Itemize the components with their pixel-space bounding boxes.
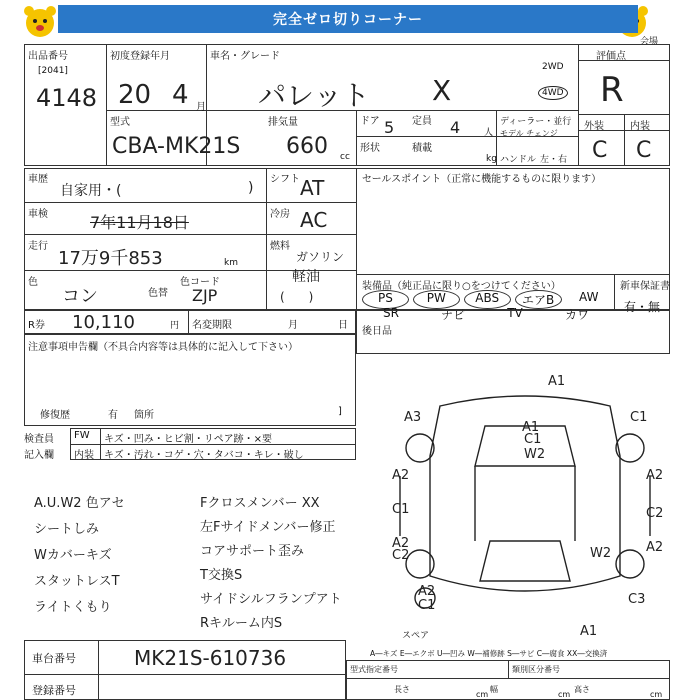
displacement-value: 660 xyxy=(286,134,328,159)
damage-mark: A2 xyxy=(392,536,410,551)
displacement-unit: cc xyxy=(340,152,350,162)
recycle-unit: 円 xyxy=(170,321,180,331)
note-line: スタットレスT xyxy=(34,574,120,589)
mileage-unit: km xyxy=(224,258,238,268)
shift-value: AT xyxy=(300,176,325,200)
recycle-label: R券 xyxy=(28,320,45,331)
interior-grade: C xyxy=(636,138,652,163)
notes-left-list xyxy=(34,492,125,622)
capacity-value: 4 xyxy=(450,118,461,137)
note-line: T交換S xyxy=(200,568,243,583)
first-reg-year: 20 xyxy=(118,80,152,110)
history-value: 自家用・( xyxy=(60,183,122,199)
handle-label: ハンドル xyxy=(500,155,537,165)
name-expiry-day: 日 xyxy=(338,320,348,331)
damage-mark: W2 xyxy=(590,546,612,561)
shape-label: 形状 xyxy=(360,143,380,154)
damage-mark: C1 W2 xyxy=(524,432,546,462)
sales-point-label: セールスポイント（正常に機能するものに限ります） xyxy=(362,174,602,185)
shift-label: シフト xyxy=(270,174,300,185)
equipment-item: SR xyxy=(383,306,399,320)
note-line: コアサポート歪み xyxy=(200,544,305,559)
damage-mark: A2 xyxy=(418,584,436,599)
damage-mark: C1 xyxy=(418,598,436,613)
inspection-label: 車検 xyxy=(28,209,48,220)
load-unit: kg xyxy=(486,154,497,164)
damage-mark: C2 xyxy=(392,548,410,563)
equipment-item: TV xyxy=(507,306,523,320)
notes-header: 注意事項申告欄（不具合内容等は具体的に記入して下さい） xyxy=(28,342,298,353)
model-label: 型式 xyxy=(110,117,130,128)
dealer-label: ディーラー・並行 xyxy=(500,117,572,127)
later-docs-box xyxy=(356,310,670,354)
notes-right-list xyxy=(200,492,342,636)
drive-4wd: 4WD xyxy=(538,86,568,100)
first-reg-month-unit: 月 xyxy=(196,102,206,113)
damage-mark: A2 xyxy=(646,540,664,555)
capacity-unit: 人 xyxy=(484,128,494,138)
reg-number-label: 登録番号 xyxy=(32,684,76,697)
model-value: CBA-MK21S xyxy=(112,134,241,159)
inspector-in: 内装 xyxy=(74,450,94,461)
history-label: 車歴 xyxy=(28,174,48,185)
dim-width-unit: cm xyxy=(558,690,571,699)
inspection-value: 7年11月18日 xyxy=(90,213,189,232)
inspector-label-1: 検査員 xyxy=(24,434,54,445)
note-line: A.U.W2 色アセ xyxy=(34,496,125,511)
grade-score: R xyxy=(600,70,624,110)
guarantee-label: 新車保証書 xyxy=(620,281,670,292)
type-designation-label: 型式指定番号 xyxy=(350,665,398,674)
lot-code: [2041] xyxy=(38,66,68,76)
exterior-grade: C xyxy=(592,138,608,163)
first-reg-label: 初度登録年月 xyxy=(110,51,170,62)
aircon-value: AC xyxy=(300,208,328,232)
damage-mark: A2 xyxy=(646,468,664,483)
repair-value: 有 xyxy=(108,410,118,421)
color-code-label: 色コード xyxy=(180,277,220,288)
color-change-label: 色替 xyxy=(148,288,168,299)
note-line: サイドシルフランプアト xyxy=(200,592,342,607)
guarantee-value: 有・無 xyxy=(624,300,661,314)
note-line: ライトくもり xyxy=(34,600,112,615)
fuel-gasoline: ガソリン xyxy=(296,250,345,264)
equipment-label: 装備品（純正品に限り○をつけてください） xyxy=(362,281,561,292)
dim-height: 高さ xyxy=(574,685,590,694)
damage-mark: C2 xyxy=(646,506,664,521)
page-title-banner: 完全ゼロ切りコーナー xyxy=(58,5,638,33)
equipment-item: ナビ xyxy=(440,308,465,322)
later-docs-label: 後日品 xyxy=(362,326,392,337)
color-value: コン xyxy=(62,286,98,307)
damage-mark: A1 xyxy=(548,374,566,389)
grade-label: 評価点 xyxy=(596,51,626,62)
history-close: ) xyxy=(248,180,254,196)
equipment-item: PS xyxy=(362,290,409,309)
lot-number: 4148 xyxy=(36,84,98,112)
damage-mark: A1 xyxy=(580,624,598,639)
color-code-value: ZJP xyxy=(192,286,218,305)
doors-label: ドア xyxy=(360,116,380,127)
dim-length-unit: cm xyxy=(476,690,489,699)
lot-label: 出品番号 xyxy=(28,51,68,62)
note-line: シートしみ xyxy=(34,522,100,537)
fuel-label: 燃料 xyxy=(270,241,290,252)
damage-legend: A―キズ E―エクボ U―凹み W―補修跡 S―サビ C―腐食 XX―交換済 xyxy=(370,649,608,658)
model-change-label: モデル チェンジ xyxy=(500,129,558,138)
inspector-in-items: キズ・汚れ・コゲ・穴・タバコ・キレ・破し xyxy=(104,450,304,461)
damage-mark: C1 xyxy=(630,410,648,425)
mileage-value: 17万9千853 xyxy=(58,248,163,269)
handle-options: 左・右 xyxy=(540,155,568,165)
aircon-label: 冷房 xyxy=(270,209,290,220)
note-line: Fクロスメンバー XX xyxy=(200,496,320,511)
equipment-item: カワ xyxy=(564,308,589,322)
repair-place: 箇所 xyxy=(134,410,154,421)
capacity-label: 定員 xyxy=(412,116,432,127)
car-name: パレット xyxy=(258,79,370,112)
interior-label: 内装 xyxy=(630,121,650,132)
venue-fragment: 会場 xyxy=(640,37,659,47)
dim-length: 長さ xyxy=(394,685,410,694)
car-grade: X xyxy=(432,74,452,107)
equipment-item: エアB xyxy=(515,290,562,309)
doors-value: 5 xyxy=(384,118,395,137)
note-line: Wカバーキズ xyxy=(34,548,112,563)
class-designation-label: 類別区分番号 xyxy=(512,665,560,674)
chassis-label: 車台番号 xyxy=(32,652,76,665)
load-label: 積載 xyxy=(412,143,432,154)
name-expiry-label: 名変期限 xyxy=(192,320,232,331)
exterior-label: 外装 xyxy=(584,121,604,132)
damage-mark: A3 xyxy=(404,410,422,425)
inspector-fw-items: キズ・凹み・ヒビ割・リペア跡・×要 xyxy=(104,434,272,445)
equipment-item: ABS xyxy=(464,290,511,309)
mascot-left-icon xyxy=(20,2,60,42)
car-label: 車名・グレード xyxy=(210,51,280,62)
note-line: 左Fサイドメンバー修正 xyxy=(200,520,336,535)
drive-2wd: 2WD xyxy=(542,62,564,72)
name-expiry-month: 月 xyxy=(288,320,298,331)
damage-mark: C1 xyxy=(392,502,410,517)
damage-mark: A2 xyxy=(392,468,410,483)
equipment-item: PW xyxy=(413,290,460,309)
repair-label: 修復歴 xyxy=(40,410,70,421)
mileage-label: 走行 xyxy=(28,241,48,252)
fuel-diesel: 軽油 xyxy=(292,269,320,285)
chassis-value: MK21S-610736 xyxy=(134,646,287,670)
inspector-label-2: 記入欄 xyxy=(24,450,54,461)
first-reg-month: 4 xyxy=(172,80,189,110)
repair-close: ] xyxy=(338,406,342,417)
damage-mark: A1 xyxy=(522,420,540,435)
color-label: 色 xyxy=(28,277,38,288)
dim-width: 幅 xyxy=(490,685,498,694)
spare-label: スペア xyxy=(402,631,430,641)
displacement-label: 排気量 xyxy=(268,117,298,128)
inspector-fw: FW xyxy=(74,430,90,441)
recycle-value: 10,110 xyxy=(72,312,135,333)
fuel-paren: ( ) xyxy=(280,290,314,304)
damage-mark: C3 xyxy=(628,592,646,607)
dim-height-unit: cm xyxy=(650,690,663,699)
equipment-item: AW xyxy=(579,290,599,304)
note-line: Rキルーム内S xyxy=(200,616,283,631)
